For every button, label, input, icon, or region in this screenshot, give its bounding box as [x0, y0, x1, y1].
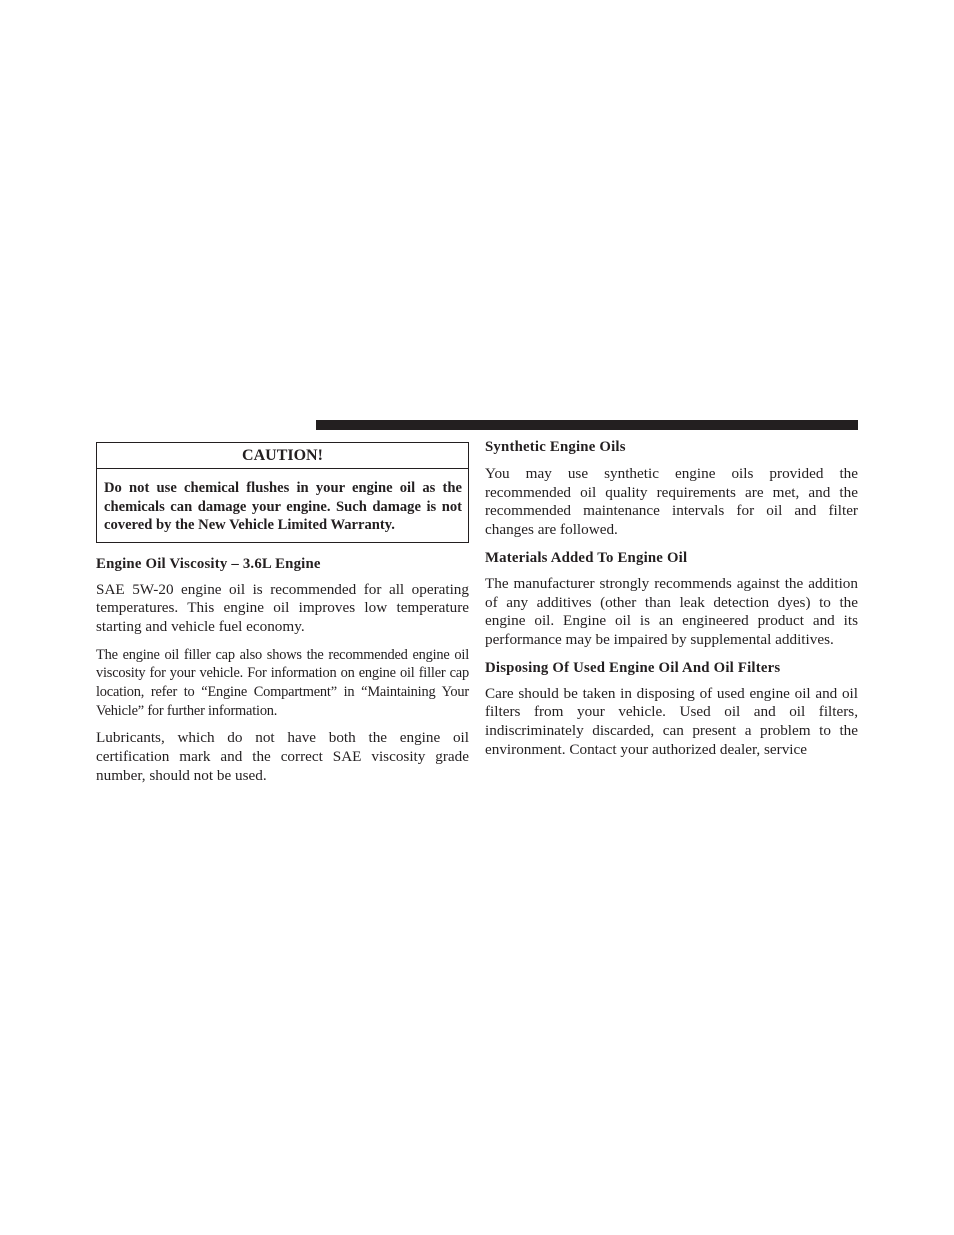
paragraph-filler-cap: The engine oil filler cap also shows the recommended engine oil viscosity for your vehicle. For information on engine oil filler cap location, refer to “Engine Compartment” in “Maintaining Your Vehicle” for further information.: [96, 646, 469, 719]
caution-title: CAUTION!: [97, 443, 468, 469]
section-header-bar: [316, 420, 858, 430]
paragraph-lubricants: Lubricants, which do not have both the engine oil certification mark and the correct SAE viscosity grade number, should not be used.: [96, 729, 469, 784]
caution-text: Do not use chemical flushes in your engine oil as the chemicals can damage your engine. Such damage is not covered by the New Vehicle Limited Warranty.: [104, 480, 462, 533]
left-column: [96, 442, 469, 786]
paragraph-sae-recommendation: SAE 5W-20 engine oil is recommended for all operating temperatures. This engine oil improves low temperature starting and vehicle fuel economy.: [96, 580, 469, 635]
heading-disposing-used-oil: Disposing Of Used Engine Oil And Oil Filters: [485, 659, 781, 676]
heading-engine-oil-viscosity: Engine Oil Viscosity – 3.6L Engine: [96, 555, 321, 572]
right-column: [485, 437, 858, 759]
heading-synthetic-engine-oils: Synthetic Engine Oils: [485, 439, 626, 455]
heading-materials-added: Materials Added To Engine Oil: [485, 549, 688, 566]
caution-box: [96, 442, 469, 543]
paragraph-synthetic-engine-oils: You may use synthetic engine oils provided the recommended oil quality requirements are met, and the recommended maintenance intervals for oil and filter changes are followed.: [485, 465, 858, 539]
paragraph-materials-added: The manufacturer strongly recommends against the addition of any additives (other than leak detection dyes) to the engine oil. Engine oil is an engineered product and its performance may be impaired by supplemental additives.: [485, 574, 858, 648]
paragraph-disposing-used-oil: Care should be taken in disposing of used engine oil and oil filters from your vehicle. Used oil and oil filters, indiscriminately discarded, can present a problem to the environment. Contact your authorized dealer, service: [485, 684, 858, 758]
